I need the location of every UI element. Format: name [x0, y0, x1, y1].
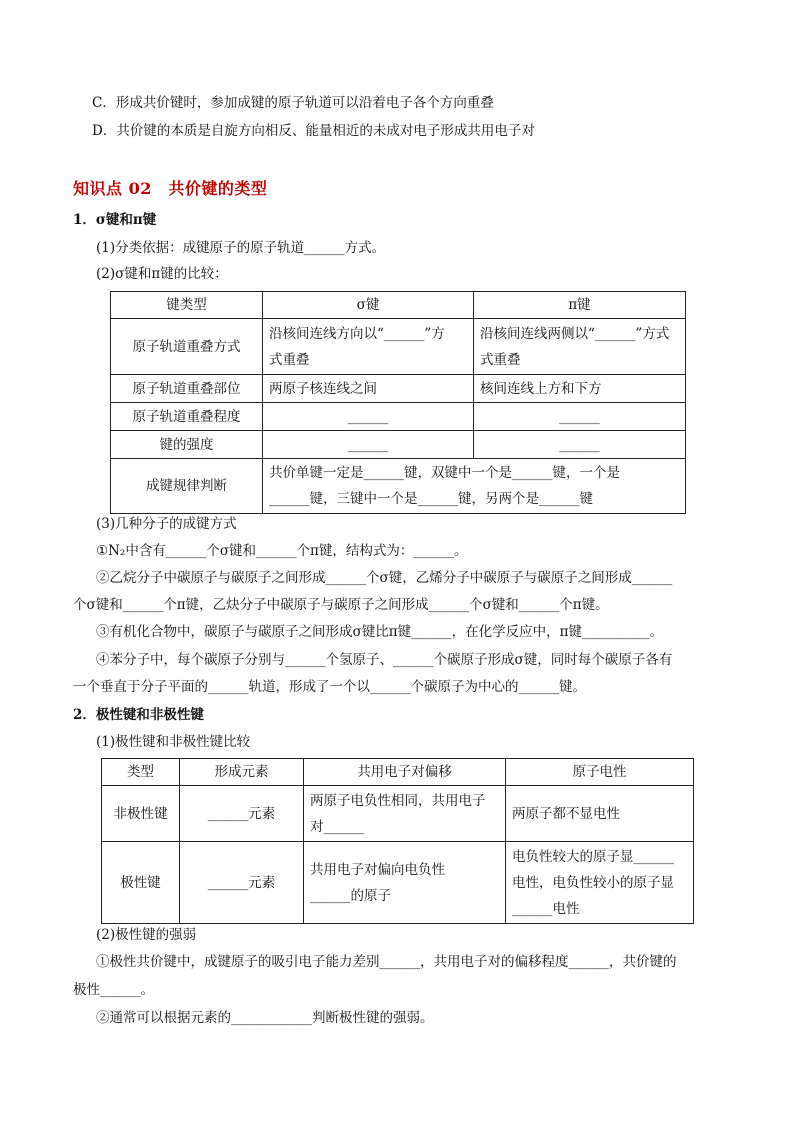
part1-q4a: ④苯分子中，每个碳原子分别与______个氢原子、______个碳原子形成σ键，同时每个碳原子各有 — [96, 652, 673, 668]
cell-line: ______ — [474, 403, 686, 431]
part1-q3: ③有机化合物中，碳原子与碳原子之间形成σ键比π键______，在化学反应中，π键__________。 — [96, 624, 663, 640]
cell-line: 两原子都不显电性 — [506, 786, 694, 842]
cell-line: 共用电子对偏向电负性 — [310, 861, 445, 878]
part1-modes-title: (3)几种分子的成键方式 — [96, 516, 237, 532]
cell-line: ______ — [263, 431, 474, 459]
row-label: 极性键 — [102, 842, 180, 924]
cell-line: ______电性 — [512, 900, 580, 917]
cell-line: 共价单键一定是______键，双键中一个是______键，一个是 — [269, 465, 620, 481]
part1-q2b: 个σ键和______个π键，乙炔分子中碳原子与碳原子之间形成______个σ键和______个π键。 — [73, 597, 609, 613]
cell-line: 两原子电负性相同，共用电子 — [310, 792, 486, 809]
cell-line: 沿核间连线方向以“______”方 — [269, 325, 445, 342]
part1-q2a: ②乙烷分子中碳原子与碳原子之间形成______个σ键，乙烯分子中碳原子与碳原子之间形成______ — [96, 570, 673, 586]
part2-s1b: 极性______。 — [73, 982, 154, 998]
cell-line: ______ — [474, 431, 686, 459]
part1-compare: (2)σ键和π键的比较： — [96, 266, 228, 282]
row-label: 原子轨道重叠方式 — [111, 319, 263, 375]
table-row — [111, 403, 686, 431]
part1-basis: (1)分类依据：成键原子的原子轨道______方式。 — [96, 240, 386, 256]
part2-s2: ②通常可以根据元素的____________判断极性键的强弱。 — [96, 1010, 434, 1026]
table-header: 原子电性 — [506, 759, 694, 786]
cell-line: ______的原子 — [310, 887, 391, 904]
sigma-pi-table — [110, 291, 686, 514]
table-row — [102, 786, 694, 842]
table-header: σ键 — [263, 292, 474, 319]
part2-s1a: ①极性共价键中，成键原子的吸引电子能力差别______，共用电子对的偏移程度______，共价键的 — [96, 954, 677, 970]
row-label: 成键规律判断 — [111, 459, 263, 514]
table-header: π键 — [474, 292, 686, 319]
table-header: 共用电子对偏移 — [304, 759, 506, 786]
option-c: C．形成共价键时，参加成键的原子轨道可以沿着电子各个方向重叠 — [92, 95, 494, 111]
table-row — [111, 319, 686, 375]
table-header: 形成元素 — [180, 759, 304, 786]
cell-line: ______元素 — [180, 786, 304, 842]
polar-table — [101, 758, 694, 924]
cell-line: 式重叠 — [480, 351, 521, 368]
cell-line: 对______ — [310, 818, 364, 835]
table-row — [102, 842, 694, 924]
cell-line: 核间连线上方和下方 — [474, 375, 686, 403]
cell-line: ______ — [263, 403, 474, 431]
cell-line: 沿核间连线两侧以“______”方式 — [480, 325, 670, 342]
part1-title: 1．σ键和π键 — [73, 212, 157, 228]
table-header: 类型 — [102, 759, 180, 786]
cell-line: 两原子核连线之间 — [263, 375, 474, 403]
cell-line: ______键，三键中一个是______键，另两个是______键 — [269, 491, 593, 507]
cell-line: ______元素 — [180, 842, 304, 924]
section-heading: 知识点 02 共价键的类型 — [73, 179, 268, 198]
row-label: 键的强度 — [111, 431, 263, 459]
part1-q4b: 一个垂直于分子平面的______轨道，形成了一个以______个碳原子为中心的______键。 — [73, 679, 586, 695]
part1-q1: ①N₂中含有______个σ键和______个π键，结构式为：______。 — [96, 543, 468, 559]
part2-title: 2．极性键和非极性键 — [73, 707, 204, 723]
table-row — [111, 431, 686, 459]
cell-line: 电负性较大的原子显______ — [512, 848, 674, 865]
row-label: 原子轨道重叠部位 — [111, 375, 263, 403]
table-header: 键类型 — [111, 292, 263, 319]
table-row — [111, 375, 686, 403]
row-label: 非极性键 — [102, 786, 180, 842]
part2-strength-title: (2)极性键的强弱 — [96, 927, 197, 943]
cell-line: 式重叠 — [269, 351, 310, 368]
option-d: D．共价键的本质是自旋方向相反、能量相近的未成对电子形成共用电子对 — [92, 123, 535, 139]
row-label: 原子轨道重叠程度 — [111, 403, 263, 431]
part2-compare: (1)极性键和非极性键比较 — [96, 734, 251, 750]
table-row — [111, 459, 686, 514]
cell-line: 电性，电负性较小的原子显 — [512, 874, 674, 891]
